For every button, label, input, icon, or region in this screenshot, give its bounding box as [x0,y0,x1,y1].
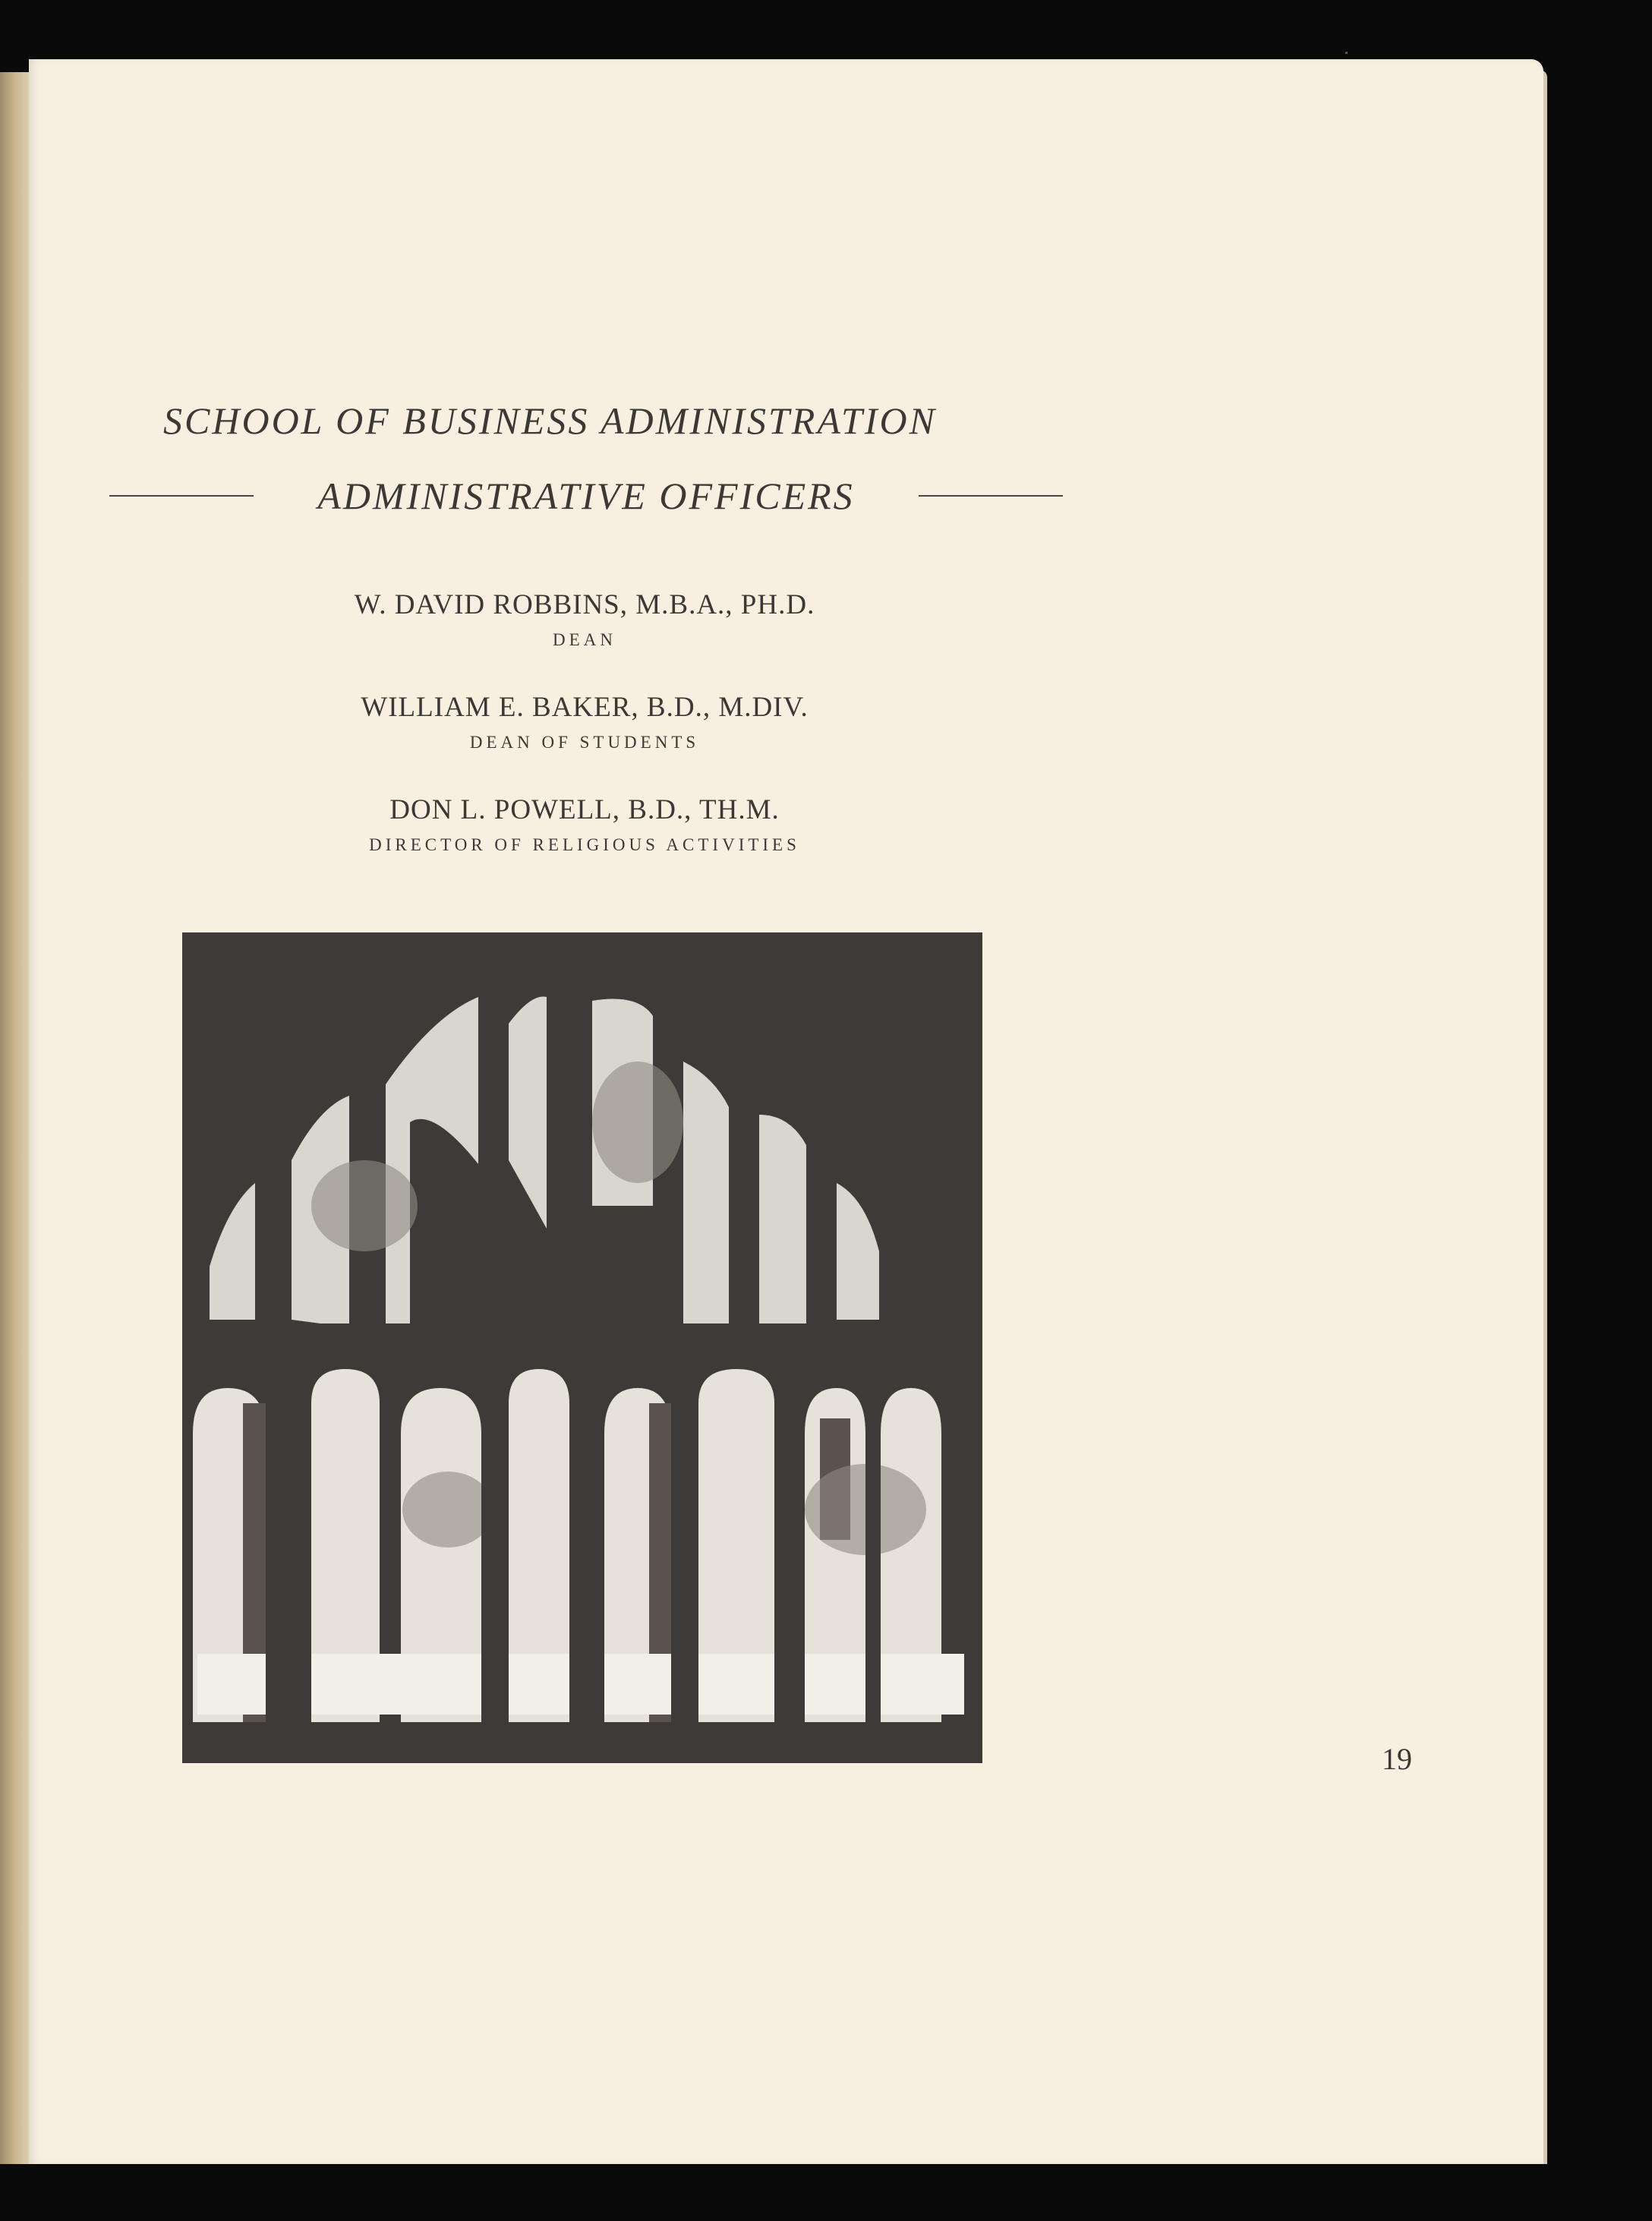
officer-name: WILLIAM E. BAKER, B.D., M.DIV. [361,692,809,723]
right-rule [919,495,1063,497]
book-spine [0,72,32,2164]
officer-title: DEAN OF STUDENTS [469,733,700,752]
officer-title: DEAN [553,630,616,649]
officer-name: DON L. POWELL, B.D., TH.M. [389,794,780,825]
officer-entry [304,588,865,650]
officer-name: W. DAVID ROBBINS, M.B.A., PH.D. [354,589,815,620]
subheading: ADMINISTRATIVE OFFICERS [317,475,855,517]
subheading-row [109,469,1063,522]
officer-entry [304,793,865,855]
page-number: 19 [1382,1742,1412,1776]
window-tracery-image [182,932,982,1763]
section-heading: SCHOOL OF BUSINESS ADMINISTRATION [163,399,937,442]
gothic-window-photo [182,932,982,1763]
officer-entry [304,691,865,752]
left-rule [109,495,254,497]
officer-title: DIRECTOR OF RELIGIOUS ACTIVITIES [369,835,800,854]
dust-speck [1345,52,1348,54]
